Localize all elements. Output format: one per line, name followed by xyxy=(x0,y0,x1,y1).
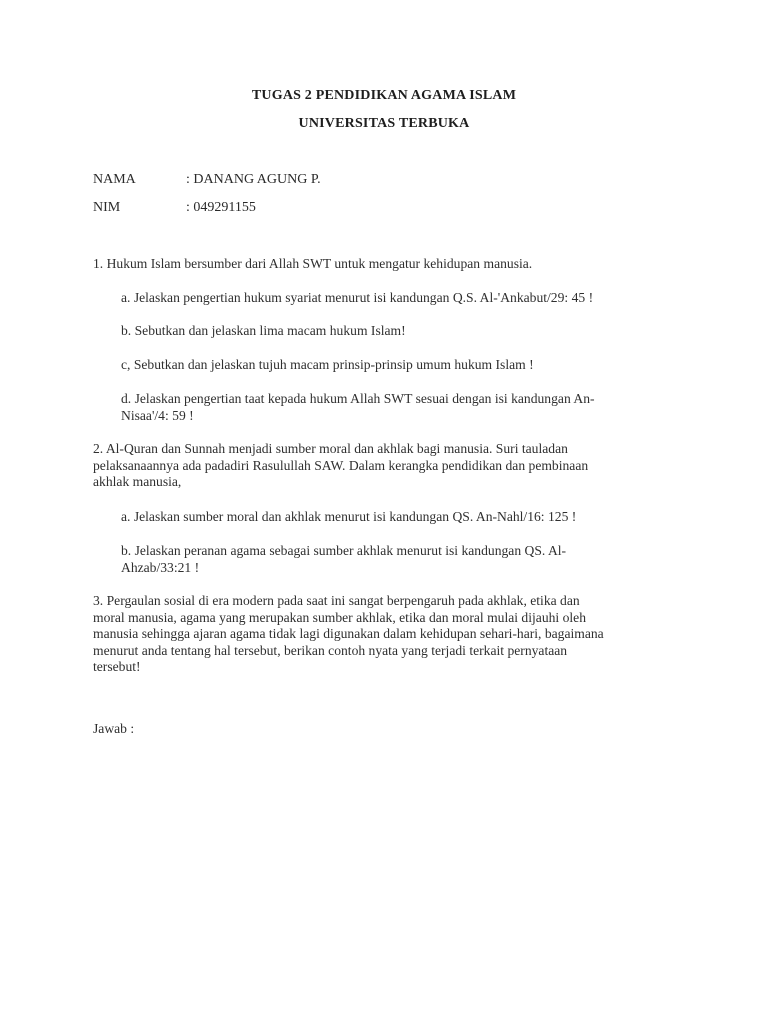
question-2b xyxy=(121,543,681,576)
question-2b-line: b. Jelaskan peranan agama sebagai sumber akhlak menurut isi kandungan QS. Al- xyxy=(121,543,567,558)
name-value: : DANANG AGUNG P. xyxy=(186,172,321,187)
name-row xyxy=(93,172,321,188)
question-3-line: menurut anda tentang hal tersebut, berikan contoh nyata yang terjadi terkait pernyataan xyxy=(93,642,568,658)
question-1c: c, Sebutkan dan jelaskan tujuh macam prinsip-prinsip umum hukum Islam ! xyxy=(121,357,534,372)
question-1d-line: d. Jelaskan pengertian taat kepada hukum Allah SWT sesuai dengan isi kandungan An- xyxy=(121,391,595,406)
question-1a: a. Jelaskan pengertian hukum syariat menurut isi kandungan Q.S. Al-'Ankabut/29: 45 ! xyxy=(121,290,594,305)
name-label: NAMA xyxy=(93,172,136,187)
document-title: TUGAS 2 PENDIDIKAN AGAMA ISLAM xyxy=(251,88,517,103)
question-2-line: akhlak manusia, xyxy=(93,474,182,489)
question-3-line: 3. Pergaulan sosial di era modern pada saat ini sangat berpengaruh pada akhlak, etika dan xyxy=(93,593,580,608)
question-3-line: moral manusia, agama yang merupakan sumber akhlak, etika dan moral mulai dijauhi oleh xyxy=(93,609,586,625)
question-2b-line: Ahzab/33:21 ! xyxy=(121,559,200,575)
nim-row xyxy=(93,200,256,216)
nim-label: NIM xyxy=(93,200,121,215)
question-2-line: 2. Al-Quran dan Sunnah menjadi sumber moral dan akhlak bagi manusia. Suri tauladan xyxy=(93,441,568,456)
nim-value: : 049291155 xyxy=(186,200,256,215)
question-1: 1. Hukum Islam bersumber dari Allah SWT untuk mengatur kehidupan manusia. xyxy=(93,256,533,271)
question-1b: b. Sebutkan dan jelaskan lima macam hukum Islam! xyxy=(121,323,406,338)
question-2a: a. Jelaskan sumber moral dan akhlak menurut isi kandungan QS. An-Nahl/16: 125 ! xyxy=(121,509,577,524)
question-1d xyxy=(121,391,681,424)
question-2 xyxy=(93,441,693,491)
question-3-line: manusia sehingga ajaran agama tidak lagi digunakan dalam kehidupan sehari-hari, bagaimana xyxy=(93,626,604,641)
question-2-line: pelaksanaannya ada padadiri Rasulullah SAW. Dalam kerangka pendidikan dan pembinaan xyxy=(93,457,589,473)
question-3 xyxy=(93,593,693,676)
document-subtitle: UNIVERSITAS TERBUKA xyxy=(298,116,470,131)
question-1d-line: Nisaa'/4: 59 ! xyxy=(121,407,194,423)
question-3-line: tersebut! xyxy=(93,659,141,674)
answer-label: Jawab : xyxy=(93,721,135,736)
